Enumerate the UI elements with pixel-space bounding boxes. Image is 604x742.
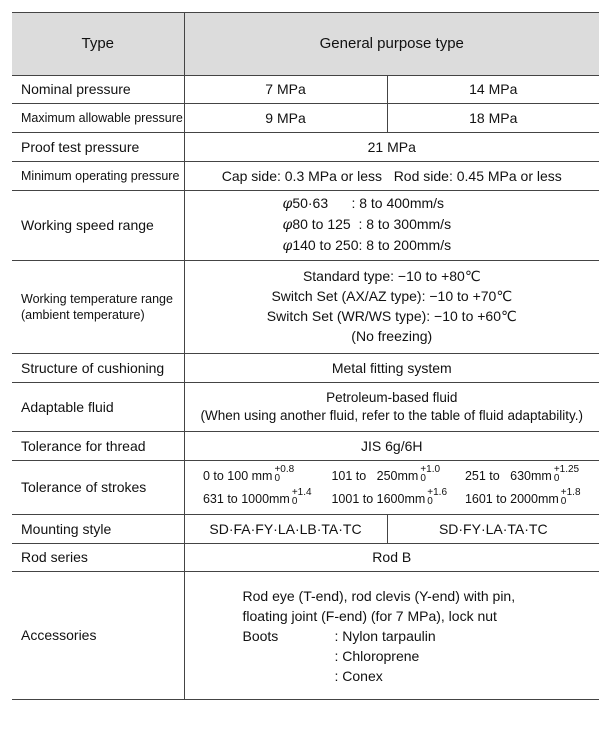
min-pressure-value: Cap side: 0.3 MPa or less Rod side: 0.45 MPa or less (184, 162, 599, 191)
mounting-value-7: SD·FA·FY·LA·LB·TA·TC (184, 515, 387, 544)
proof-pressure-value: 21 MPa (184, 133, 599, 162)
temperature-line-1: Standard type: −10 to +80℃ (302, 268, 481, 285)
row-rod (12, 544, 599, 572)
speed-line-3-text: 140 to 250: 8 to 200mm/s (292, 236, 452, 253)
fluid-line-2: (When using another fluid, refer to the table of fluid adaptability.) (200, 408, 583, 423)
stroke-item-2 (331, 465, 461, 488)
speed-line-3 (185, 236, 600, 257)
stroke-plus-4: +1.4 (291, 487, 312, 499)
boots-line-3 (243, 666, 600, 686)
stroke-tol-1 (274, 465, 294, 483)
temperature-label-2: (ambient temperature) (21, 308, 145, 322)
header-value: General purpose type (184, 13, 599, 76)
row-cushion (12, 354, 599, 383)
boots-option-2: : Chloroprene (334, 647, 420, 664)
phi-symbol: φ (282, 217, 293, 234)
accessories-value (184, 572, 599, 700)
strokes-row-1 (203, 465, 581, 488)
stroke-tol-5 (427, 488, 447, 506)
accessories-label: Accessories (12, 572, 184, 700)
stroke-minus-2: 0 (420, 473, 426, 485)
speed-line-1-text: 50·63 : 8 to 400mm/s (292, 195, 445, 212)
min-pressure-label: Minimum operating pressure (12, 162, 184, 191)
row-mounting (12, 515, 599, 544)
accessories-block (185, 586, 600, 686)
speed-line-2 (185, 215, 600, 236)
strokes-value (184, 461, 599, 515)
stroke-range-3: 251 to 630mm (464, 468, 552, 483)
temperature-value (184, 261, 599, 354)
temperature-line-4: (No freezing) (351, 327, 433, 344)
fluid-value (184, 383, 599, 432)
stroke-plus-6: +1.8 (560, 487, 581, 499)
nominal-pressure-7: 7 MPa (184, 76, 387, 104)
accessories-line-1: Rod eye (T-end), rod clevis (Y-end) with pin, (242, 587, 516, 604)
header-label: Type (12, 13, 184, 76)
stroke-item-1 (203, 465, 328, 488)
max-pressure-18: 18 MPa (387, 104, 599, 133)
thread-label: Tolerance for thread (12, 432, 184, 461)
strokes-row-2 (203, 488, 581, 511)
boots-key: Boots (242, 627, 279, 644)
mounting-label: Mounting style (12, 515, 184, 544)
speed-label: Working speed range (12, 191, 184, 261)
rod-label: Rod series (12, 544, 184, 572)
boots-option-3: : Conex (334, 667, 383, 684)
stroke-range-2: 101 to 250mm (331, 468, 419, 483)
header-row (12, 13, 599, 76)
rod-value: Rod B (184, 544, 599, 572)
cushion-value: Metal fitting system (184, 354, 599, 383)
temperature-label (12, 261, 184, 354)
stroke-tol-3 (554, 465, 579, 483)
stroke-plus-1: +0.8 (274, 464, 295, 476)
row-accessories (12, 572, 599, 700)
stroke-tol-2 (420, 465, 440, 483)
speed-value (184, 191, 599, 261)
stroke-item-3 (465, 465, 579, 488)
row-strokes (12, 461, 599, 515)
row-thread (12, 432, 599, 461)
speed-line-1 (185, 194, 600, 215)
boots-option-1: : Nylon tarpaulin (334, 627, 436, 644)
boots-line-2 (243, 646, 600, 666)
temperature-line-2: Switch Set (AX/AZ type): −10 to +70℃ (271, 288, 513, 305)
stroke-minus-4: 0 (291, 496, 298, 508)
boots-line-1 (243, 626, 600, 646)
stroke-range-6: 1601 to 2000mm (464, 491, 559, 506)
row-min-pressure (12, 162, 599, 191)
stroke-minus-5: 0 (427, 496, 433, 508)
stroke-range-5: 1001 to 1600mm (331, 491, 426, 506)
phi-symbol: φ (282, 237, 293, 254)
proof-pressure-label: Proof test pressure (12, 133, 184, 162)
stroke-item-6 (465, 488, 581, 511)
stroke-item-5 (331, 488, 461, 511)
row-speed (12, 191, 599, 261)
temperature-line-3: Switch Set (WR/WS type): −10 to +60℃ (266, 308, 517, 324)
row-fluid (12, 383, 599, 432)
stroke-tol-6 (561, 488, 581, 506)
row-max-pressure (12, 104, 599, 133)
stroke-range-4: 631 to 1000mm (202, 491, 290, 506)
thread-value: JIS 6g/6H (184, 432, 599, 461)
stroke-plus-5: +1.6 (427, 487, 448, 499)
stroke-range-1: 0 to 100 mm (202, 468, 273, 483)
stroke-minus-1: 0 (274, 473, 281, 485)
strokes-label: Tolerance of strokes (12, 461, 184, 515)
stroke-item-4 (203, 488, 328, 511)
spec-table (12, 12, 599, 700)
speed-line-2-text: 80 to 125 : 8 to 300mm/s (292, 216, 452, 233)
mounting-value-14: SD·FY·LA·TA·TC (387, 515, 599, 544)
stroke-minus-3: 0 (553, 473, 560, 485)
stroke-plus-2: +1.0 (420, 464, 441, 476)
fluid-label: Adaptable fluid (12, 383, 184, 432)
stroke-minus-6: 0 (560, 496, 567, 508)
row-temperature (12, 261, 599, 354)
nominal-pressure-label: Nominal pressure (12, 76, 184, 104)
row-nominal-pressure (12, 76, 599, 104)
cushion-label: Structure of cushioning (12, 354, 184, 383)
stroke-tol-4 (292, 488, 312, 506)
fluid-line-1: Petroleum-based fluid (326, 390, 458, 406)
max-pressure-9: 9 MPa (184, 104, 387, 133)
strokes-grid (203, 465, 581, 511)
nominal-pressure-14: 14 MPa (387, 76, 599, 104)
temperature-label-1: Working temperature range (21, 291, 173, 306)
row-proof-pressure (12, 133, 599, 162)
accessories-line-2: floating joint (F-end) (for 7 MPa), lock nut (242, 607, 497, 624)
max-pressure-label: Maximum allowable pressure (12, 104, 184, 133)
stroke-plus-3: +1.25 (553, 464, 580, 476)
phi-symbol: φ (282, 196, 293, 213)
